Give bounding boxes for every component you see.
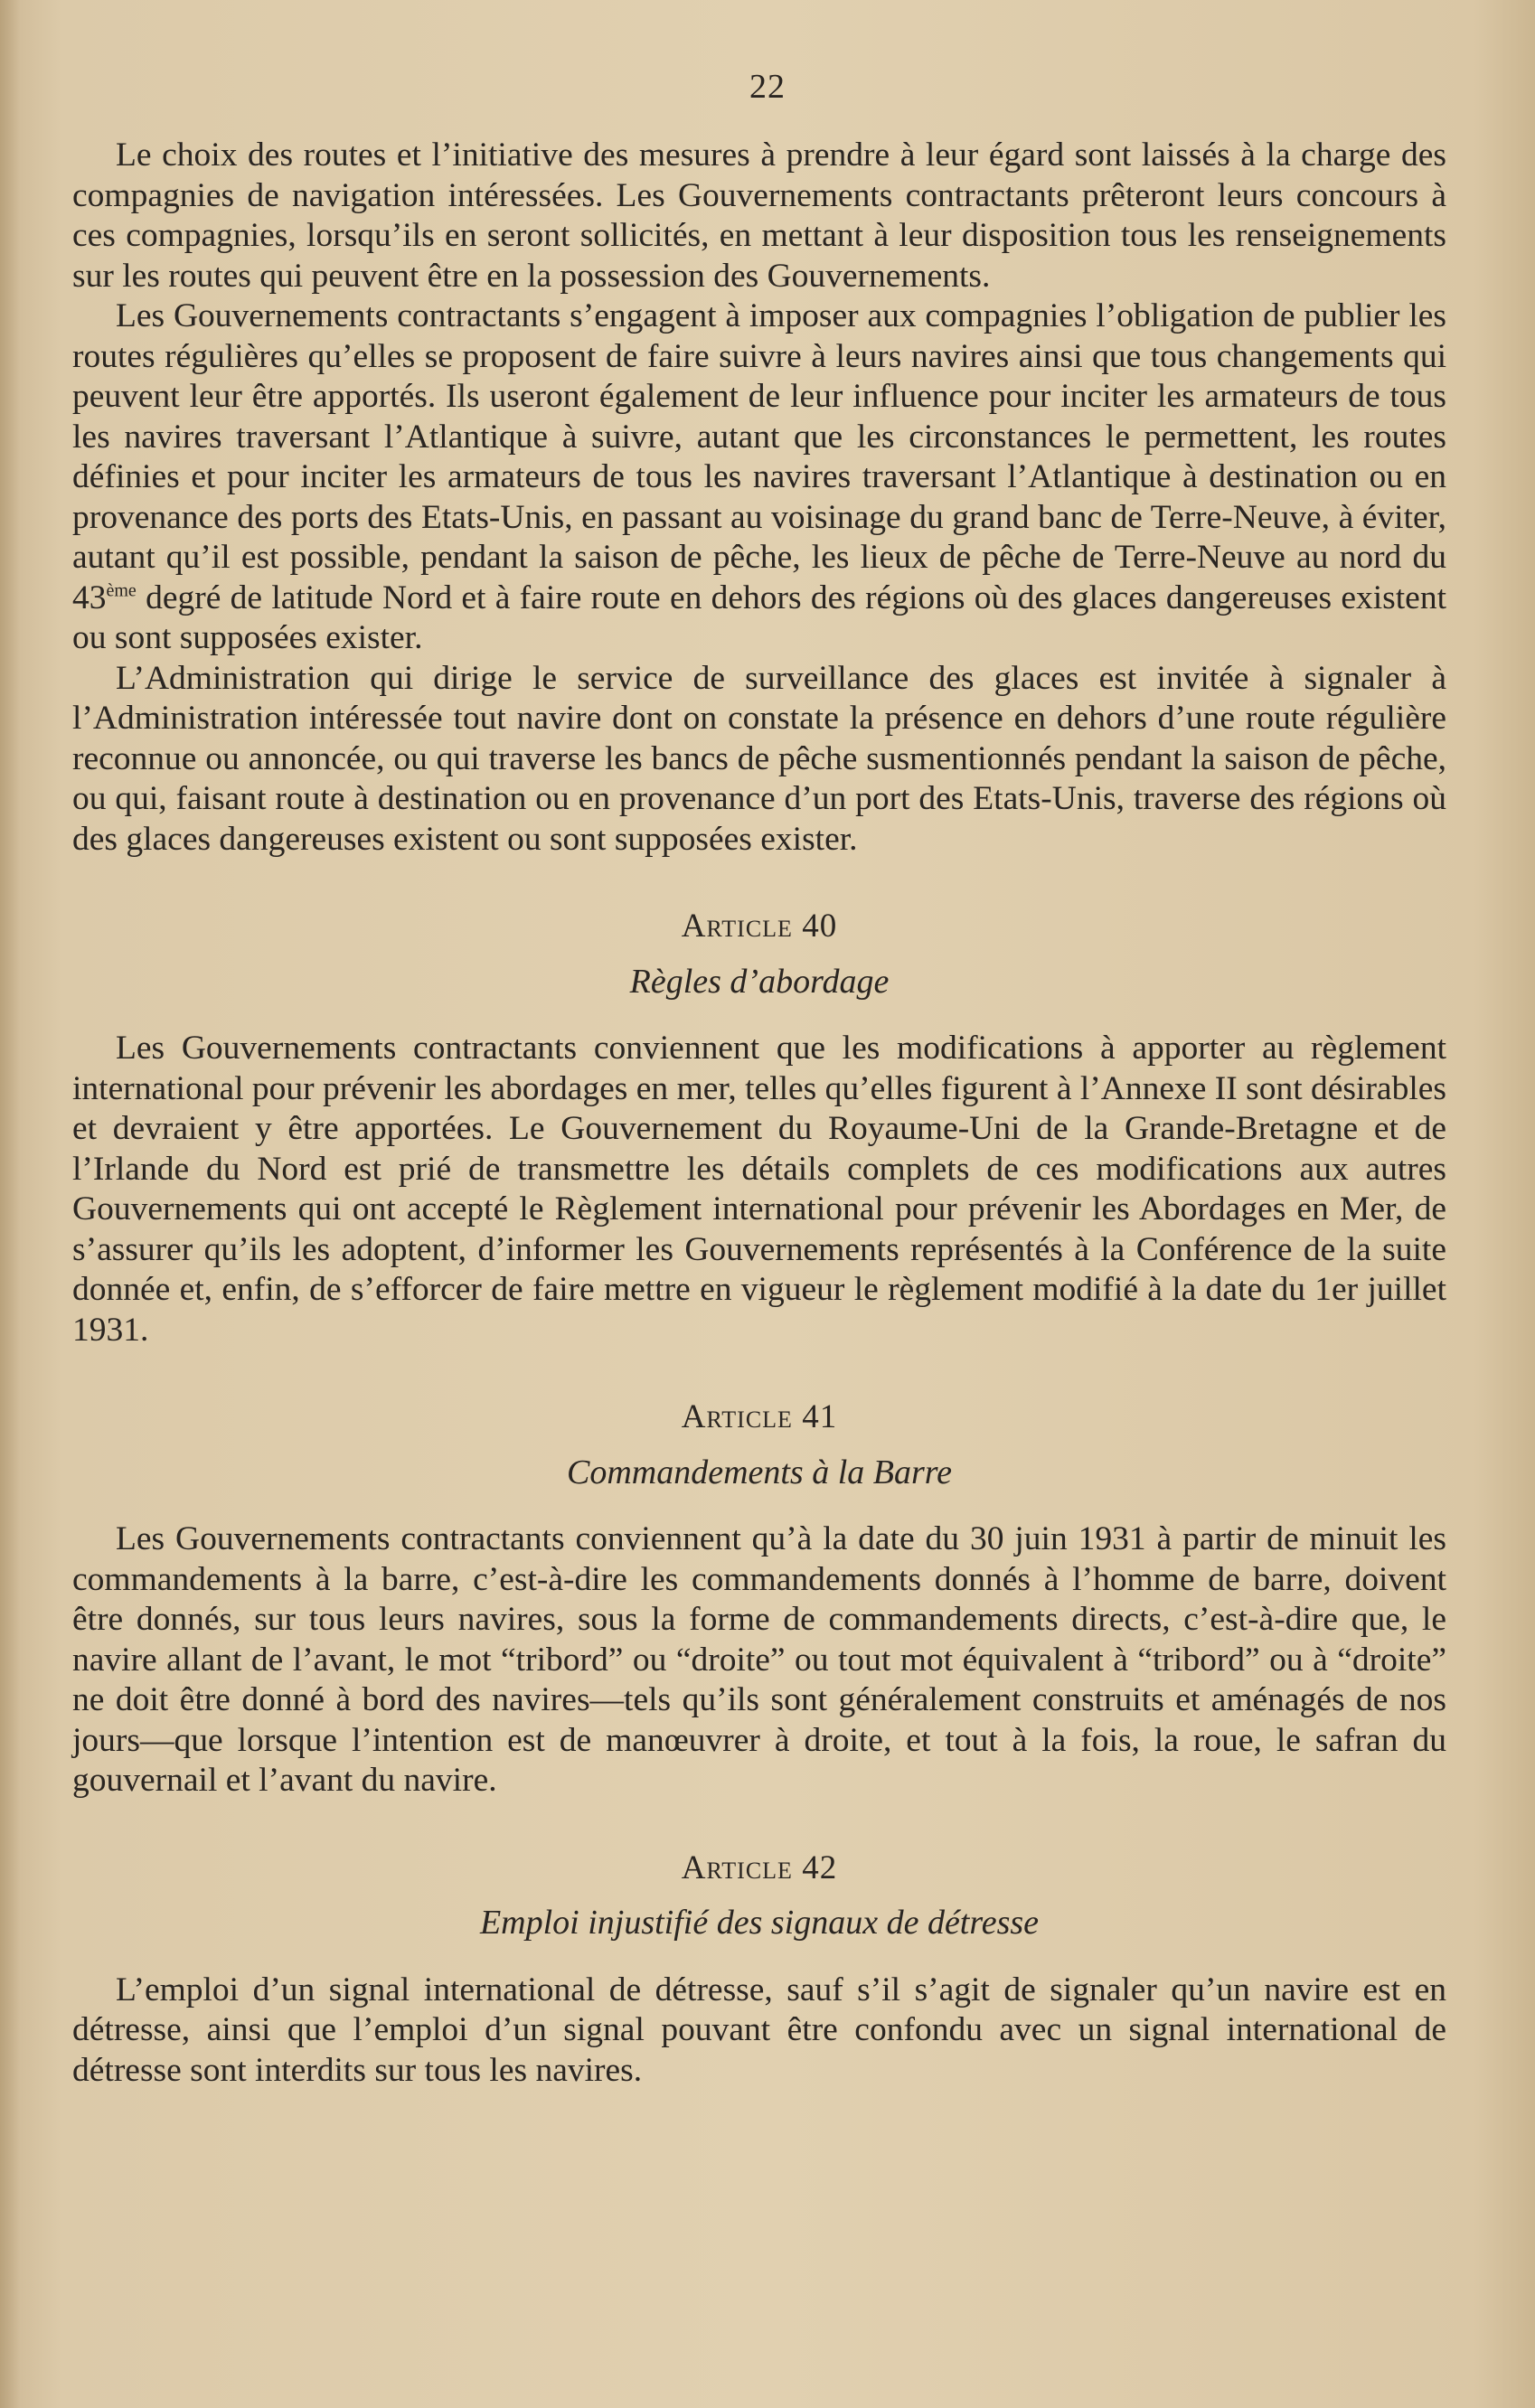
article-42-subtitle: Emploi injustifié des signaux de détresse (479, 1904, 1040, 1942)
paragraph-routes-obligation-text: Les Gouvernements contractants s’engagent à imposer aux compagnies l’obligation de publier les routes régulières qu’elles se proposent de faire suivre à leurs navires ainsi que tous changements qui peuvent leur être apportés. Ils useront également de leur influence pour inciter les armateurs de tous les navires traversant l’Atlantique à suivre, autant que les circonstances le permettent, les routes définies et pour inciter les armateurs de tous les navires traversant l’Atlantique à destination ou en provenance des ports des Etats-Unis, en passant au voisinage du grand banc de Terre-Neuve, à éviter, autant qu’il est possible, pendant la saison de pêche, les lieux de pêche de Terre-Neuve au nord du 43 (72, 297, 1446, 616)
document-body (72, 136, 1446, 2091)
article-42-text: L’emploi d’un signal international de détresse, sauf s’il s’agit de signaler qu’un navire est en détresse, ainsi que l’emploi d’un signal pouvant être confondu avec un signal international de détresse sont interdits sur tous les navires. (72, 1971, 1446, 2089)
article-40-heading: Article 40 (681, 908, 838, 945)
page-number: 22 (749, 68, 786, 106)
article-40-subtitle: Règles d’abordage (629, 962, 890, 1001)
paragraph-ice-administration: L’Administration qui dirige le service de surveillance des glaces est invitée à signaler à l’Administration intéressée tout navire dont on constate la présence en dehors d’une route régulière reconnue ou annoncée, ou qui traverse les bancs de pêche susmentionnés pendant la saison de pêche, ou qui, faisant route à destination ou en provenance d’un port des Etats-Unis, traverse des régions où des glaces dangereuses existent ou sont supposées exister. (72, 659, 1446, 858)
paragraph-routes-choice: Le choix des routes et l’initiative des mesures à prendre à leur égard sont laissés à la charge des compagnies de navigation intéressées. Les Gouvernements contractants prêteront leurs concours à ces compagnies, lorsqu’ils en seront sollicités, en mettant à leur disposition tous les renseignements sur les routes qui peuvent être en la possession des Gouvernements. (72, 136, 1446, 295)
article-41-subtitle: Commandements à la Barre (566, 1453, 953, 1491)
article-40-text: Les Gouvernements contractants conviennent que les modifications à apporter au règlement international pour prévenir les abordages en mer, telles qu’elles figurent à l’Annexe II sont désirables et devraient y être apportées. Le Gouvernement du Royaume-Uni de la Grande-Bretagne et de l’Irlande du Nord est prié de transmettre les détails complets de ces modifications aux autres Gouvernements qui ont accepté le Règlement international pour prévenir les Abordages en Mer, de s’assurer qu’ils les adoptent, d’informer les Gouvernements représentés à la Conférence de la suite donnée et, enfin, de s’efforcer de faire mettre en vigueur le règlement modifié à la date du 1er juillet 1931. (72, 1030, 1446, 1349)
paragraph-routes-obligation (72, 296, 1446, 659)
page-spine-shadow (0, 0, 20, 2408)
article-41-text: Les Gouvernements contractants conviennent qu’à la date du 30 juin 1931 à partir de minuit les commandements à la barre, c’est-à-dire les commandements donnés à l’homme de barre, doivent être donnés, sur tous leurs navires, sous la forme de commandements directs, c’est-à-dire que, le navire allant de l’avant, le mot “tribord” ou “droite” ou tout mot équivalent à “tribord” ou à “droite” ne doit être donné à bord des navires—tels qu’ils sont généralement construits et aménagés de nos jours—que lorsque l’intention est de manœuvrer à droite, et tout à la fois, la roue, le safran du gouvernail et l’avant du navire. (72, 1520, 1446, 1799)
article-42-heading: Article 42 (681, 1848, 838, 1886)
paragraph-routes-obligation-end: degré de latitude Nord et à faire route en dehors des régions où des glaces dangereuses existent ou sont supposées exister. (72, 578, 1446, 656)
article-41-heading: Article 41 (681, 1398, 838, 1435)
superscript-eme: ème (106, 580, 137, 600)
